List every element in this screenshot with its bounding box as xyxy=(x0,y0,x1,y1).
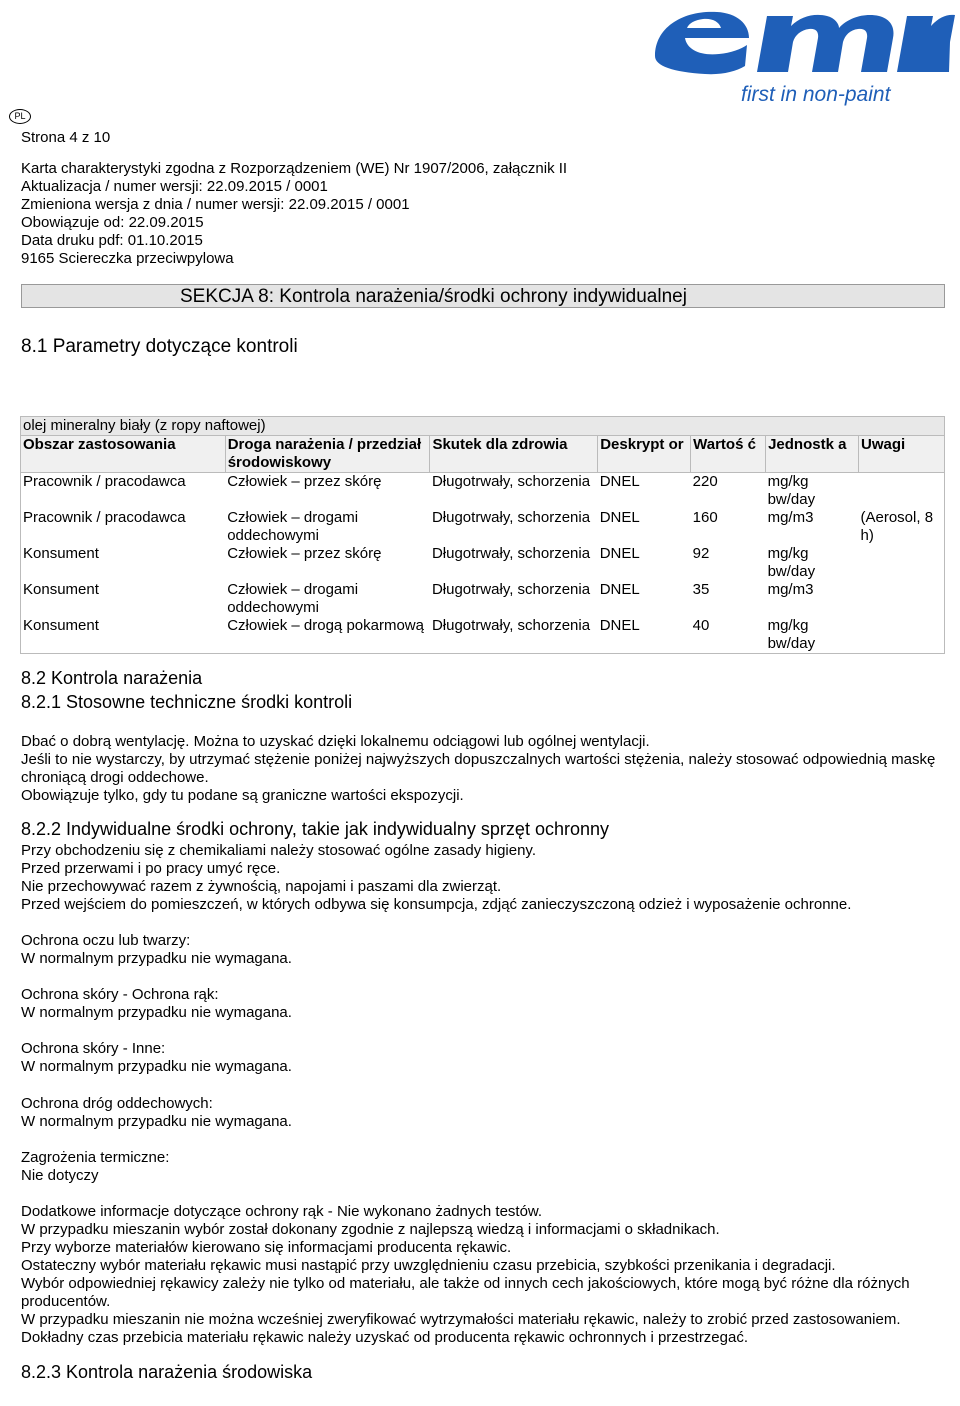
cell-unit: mg/m3 xyxy=(767,509,814,526)
dnel-table xyxy=(20,416,945,654)
column-header: Obszar zastosowania xyxy=(21,436,226,473)
table-row xyxy=(21,509,945,545)
protection-hands xyxy=(21,986,941,1022)
cell-unit: mg/m3 xyxy=(767,581,814,598)
cell-route: Człowiek – przez skórę xyxy=(227,473,382,490)
cell-effect: Długotrwały, schorzenia xyxy=(431,509,591,526)
gloves-text xyxy=(21,1203,941,1347)
cell-effect: Długotrwały, schorzenia xyxy=(431,545,591,562)
language-badge: PL xyxy=(9,109,31,124)
header-regulation: Karta charakterystyki zgodna z Rozporządzeniem (WE) Nr 1907/2006, załącznik II xyxy=(21,160,568,177)
company-logo xyxy=(645,4,957,108)
paragraph: Jeśli to nie wystarczy, by utrzymać stężenie poniżej najwyższych dopuszczalnych wartości stężenia, należy stosować odpowiednią maskę chroniącą drogi oddechowe. xyxy=(21,751,936,786)
protection-skin-other xyxy=(21,1040,941,1076)
paragraph: Wybór odpowiedniej rękawicy zależy nie tylko od materiału, ale także od innych cech jakościowych, które mogą być różne dla różnych producentów. xyxy=(21,1275,910,1310)
cell-descriptor: DNEL xyxy=(599,509,640,526)
cell-route: Człowiek – drogami oddechowymi xyxy=(227,509,359,544)
protection-label: Ochrona skóry - Inne: xyxy=(21,1040,166,1057)
column-header: Wartoś ć xyxy=(691,436,766,473)
cell-value: 220 xyxy=(692,473,718,490)
subsection-8-2-1: 8.2.1 Stosowne techniczne środki kontroli xyxy=(21,692,353,712)
protection-value: W normalnym przypadku nie wymagana. xyxy=(21,1058,292,1075)
table-row xyxy=(21,581,945,617)
cell-descriptor: DNEL xyxy=(599,581,640,598)
cell-value: 160 xyxy=(692,509,718,526)
paragraph: Dbać o dobrą wentylację. Można to uzyskać dzięki lokalnemu odciągowi lub ogólnej wentylacji. xyxy=(21,733,650,750)
column-header: Jednostk a xyxy=(766,436,859,473)
paragraph: Przy wyborze materiałów kierowano się informacjami producenta rękawic. xyxy=(21,1239,512,1256)
protection-thermal xyxy=(21,1149,941,1185)
table-header-row xyxy=(21,436,945,473)
cell-effect: Długotrwały, schorzenia xyxy=(431,581,591,598)
protection-label: Ochrona skóry - Ochrona rąk: xyxy=(21,986,219,1003)
paragraph: Nie przechowywać razem z żywnością, napojami i paszami dla zwierząt. xyxy=(21,878,502,895)
paragraph: W przypadku mieszanin wybór został dokonany zgodnie z najlepszą wiedzą i informacjami o składnikach. xyxy=(21,1221,720,1238)
cell-effect: Długotrwały, schorzenia xyxy=(430,617,598,654)
header-print-date: Data druku pdf: 01.10.2015 xyxy=(21,232,203,249)
protection-eyes xyxy=(21,932,941,968)
header-previous-version: Zmieniona wersja z dnia / numer wersji: 22.09.2015 / 0001 xyxy=(21,196,410,213)
cell-descriptor: DNEL xyxy=(599,473,640,490)
paragraph: Ostateczny wybór materiału rękawic musi nastąpić przy uwzględnieniu czasu przebicia, szybkości przenikania i degradacji. xyxy=(21,1257,836,1274)
table-caption: olej mineralny biały (z ropy naftowej) xyxy=(21,417,945,436)
cell-value: 92 xyxy=(692,545,710,562)
hygiene-text xyxy=(21,842,941,914)
cell-descriptor: DNEL xyxy=(599,545,640,562)
paragraph: Przy obchodzeniu się z chemikaliami należy stosować ogólne zasady higieny. xyxy=(21,842,536,859)
protection-respiratory xyxy=(21,1095,941,1131)
header-valid-from: Obowiązuje od: 22.09.2015 xyxy=(21,214,204,231)
section-title: SEKCJA 8: Kontrola narażenia/środki ochrony indywidualnej xyxy=(180,286,687,307)
protection-value: W normalnym przypadku nie wymagana. xyxy=(21,1004,292,1021)
header-revision: Aktualizacja / numer wersji: 22.09.2015 / 0001 xyxy=(21,178,328,195)
cell-area: Pracownik / pracodawca xyxy=(21,473,226,510)
page-number: Strona 4 z 10 xyxy=(21,129,111,146)
cell-area: Pracownik / pracodawca xyxy=(21,509,226,545)
table-row xyxy=(21,545,945,581)
protection-value: Nie dotyczy xyxy=(21,1167,99,1184)
paragraph: Dodatkowe informacje dotyczące ochrony rąk - Nie wykonano żadnych testów. xyxy=(21,1203,543,1220)
protection-value: W normalnym przypadku nie wymagana. xyxy=(21,1113,292,1130)
logo-graphic xyxy=(645,4,957,108)
table-row xyxy=(21,473,945,510)
cell-notes xyxy=(859,545,945,581)
column-header: Deskrypt or xyxy=(598,436,691,473)
table-row xyxy=(21,617,945,654)
cell-unit: mg/kg bw/day xyxy=(767,545,816,580)
cell-area: Konsument xyxy=(21,617,226,654)
protection-label: Ochrona dróg oddechowych: xyxy=(21,1095,213,1112)
paragraph: Przed przerwami i po pracy umyć ręce. xyxy=(21,860,281,877)
cell-value: 40 xyxy=(691,617,766,654)
column-header: Uwagi xyxy=(859,436,945,473)
logo-tagline: first in non-paint xyxy=(741,83,891,106)
cell-route: Człowiek – drogami oddechowymi xyxy=(227,581,359,616)
technical-controls-text xyxy=(21,733,941,805)
cell-notes xyxy=(859,581,945,617)
cell-notes: (Aerosol, 8 h) xyxy=(859,509,945,545)
protection-value: W normalnym przypadku nie wymagana. xyxy=(21,950,292,967)
cell-unit: mg/kg bw/day xyxy=(766,617,859,654)
cell-value: 35 xyxy=(692,581,710,598)
cell-notes xyxy=(859,617,945,654)
protection-label: Zagrożenia termiczne: xyxy=(21,1149,170,1166)
protection-label: Ochrona oczu lub twarzy: xyxy=(21,932,191,949)
cell-notes xyxy=(859,473,945,510)
paragraph: W przypadku mieszanin nie można wcześniej zweryfikować wytrzymałości materiału rękawic, należy to zrobić przed zastosowaniem. xyxy=(21,1311,901,1328)
cell-descriptor: DNEL xyxy=(598,617,691,654)
paragraph: Obowiązuje tylko, gdy tu podane są graniczne wartości ekspozycji. xyxy=(21,787,464,804)
subsection-8-2-2: 8.2.2 Indywidualne środki ochrony, takie jak indywidualny sprzęt ochronny xyxy=(21,819,609,839)
cell-area: Konsument xyxy=(21,581,226,617)
cell-effect: Długotrwały, schorzenia xyxy=(431,473,591,490)
paragraph: Dokładny czas przebicia materiału rękawic należy uzyskać od producenta rękawic ochronnych i przestrzegać. xyxy=(21,1329,749,1346)
subsection-8-1: 8.1 Parametry dotyczące kontroli xyxy=(21,336,298,357)
cell-route: Człowiek – przez skórę xyxy=(227,545,382,562)
paragraph: Przed wejściem do pomieszczeń, w których odbywa się konsumpcja, zdjąć zanieczyszczoną odzież i wyposażenie ochronne. xyxy=(21,896,852,913)
cell-route: Człowiek – drogą pokarmową xyxy=(225,617,430,654)
cell-area: Konsument xyxy=(21,545,226,581)
subsection-8-2-3: 8.2.3 Kontrola narażenia środowiska xyxy=(21,1362,313,1382)
column-header: Droga narażenia / przedział środowiskowy xyxy=(225,436,430,473)
cell-unit: mg/kg bw/day xyxy=(767,473,816,508)
subsection-8-2: 8.2 Kontrola narażenia xyxy=(21,668,203,688)
column-header: Skutek dla zdrowia xyxy=(430,436,598,473)
header-product: 9165 Sciereczka przeciwpylowa xyxy=(21,250,234,267)
